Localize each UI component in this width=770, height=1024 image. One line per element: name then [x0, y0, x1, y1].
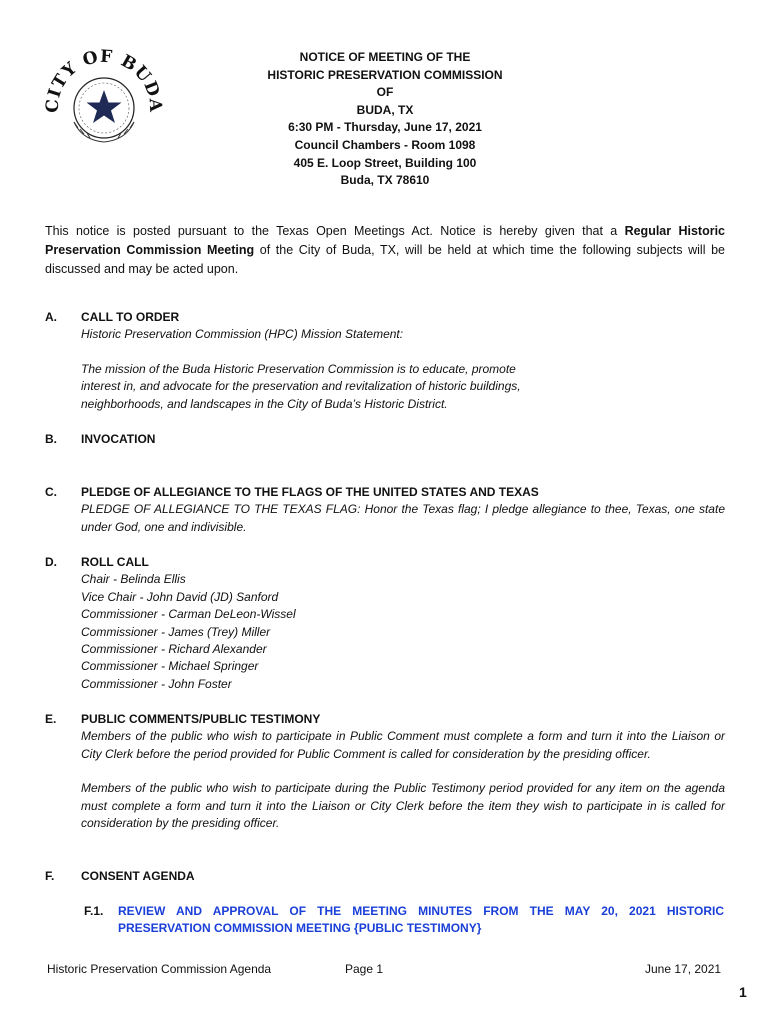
- section-letter: E.: [45, 712, 57, 726]
- section-letter: F.: [45, 869, 55, 883]
- header-line: 6:30 PM - Thursday, June 17, 2021: [288, 120, 482, 135]
- city-seal-logo: [44, 44, 164, 164]
- header-line: BUDA, TX: [356, 102, 414, 117]
- header-line: NOTICE OF MEETING OF THE: [299, 50, 471, 64]
- mission-line: The mission of the Buda Historic Preservation Commission is to educate, promote: [81, 361, 516, 376]
- section-title: CALL TO ORDER: [81, 310, 180, 324]
- roll-call-member: Commissioner - John Foster: [81, 676, 232, 691]
- item-number: F.1.: [84, 904, 104, 918]
- roll-call-member: Commissioner - Michael Springer: [81, 659, 259, 674]
- section-invocation: [45, 431, 725, 448]
- section-title: PLEDGE OF ALLEGIANCE TO THE FLAGS OF THE UNITED STATES AND TEXAS: [81, 485, 539, 499]
- section-letter: C.: [45, 485, 57, 499]
- section-letter: B.: [45, 432, 57, 446]
- consent-item-f1: [84, 903, 724, 938]
- pledge-text: PLEDGE OF ALLEGIANCE TO THE TEXAS FLAG: Honor the Texas flag; I pledge allegiance to thee, Texas, one state under God, one and indivisible.: [81, 502, 725, 534]
- header-line: HISTORIC PRESERVATION COMMISSION: [267, 67, 503, 82]
- footer-title: Historic Preservation Commission Agenda: [47, 962, 272, 976]
- footer-date: June 17, 2021: [645, 962, 722, 976]
- roll-call-member: Commissioner - Richard Alexander: [81, 642, 267, 657]
- page-number: 1: [739, 984, 747, 1000]
- section-consent-agenda: [45, 868, 725, 885]
- section-title: PUBLIC COMMENTS/PUBLIC TESTIMONY: [81, 712, 321, 726]
- section-title: INVOCATION: [81, 432, 156, 446]
- mission-subtitle: Historic Preservation Commission (HPC) Mission Statement:: [81, 327, 404, 342]
- roll-call-member: Commissioner - Carman DeLeon-Wissel: [81, 607, 296, 622]
- footer-page: Page 1: [345, 962, 384, 976]
- mission-line: neighborhoods, and landscapes in the City of Buda’s Historic District.: [81, 396, 448, 411]
- intro-paragraph: This notice is posted pursuant to the Texas Open Meetings Act. Notice is hereby given that a Regular Historic Preservation Commission Meeting of the City of Buda, TX, will be held at which time the following subjects will be discussed and may be acted upon.: [45, 224, 725, 276]
- meeting-type: Regular Historic Preservation Commission Meeting: [45, 224, 725, 257]
- section-public-comments: [45, 711, 725, 832]
- mission-line: interest in, and advocate for the preservation and revitalization of historic buildings,: [81, 379, 521, 394]
- header-line: Council Chambers - Room 1098: [294, 137, 476, 152]
- header-line: 405 E. Loop Street, Building 100: [293, 155, 477, 170]
- roll-call-member: Chair - Belinda Ellis: [81, 572, 186, 587]
- section-roll-call: [45, 554, 725, 693]
- section-letter: D.: [45, 555, 57, 569]
- public-testimony-text: Members of the public who wish to participate during the Public Testimony period provided for any item on the agenda must complete a form and turn it into the Liaison or City Clerk before the item they wish to participate in is called for consideration by the presiding officer.: [81, 781, 725, 831]
- section-title: CONSENT AGENDA: [81, 869, 195, 883]
- header-line: Buda, TX 78610: [340, 173, 430, 188]
- roll-call-member: Vice Chair - John David (JD) Sanford: [81, 589, 279, 604]
- section-title: ROLL CALL: [81, 555, 149, 569]
- roll-call-member: Commissioner - James (Trey) Miller: [81, 624, 271, 639]
- section-call-to-order: [45, 309, 725, 413]
- minutes-approval-link[interactable]: REVIEW AND APPROVAL OF THE MEETING MINUTES FROM THE MAY 20, 2021 HISTORIC PRESERVATION COMMISSION MEETING {PUBLIC TESTIMONY}: [118, 904, 724, 936]
- section-letter: A.: [45, 310, 57, 324]
- section-pledge: [45, 484, 725, 536]
- svg-text:CITY OF BUDA: CITY OF BUDA: [44, 46, 164, 114]
- meeting-header: [240, 49, 530, 190]
- header-line: OF: [376, 85, 394, 100]
- public-comment-text: Members of the public who wish to participate in Public Comment must complete a form and turn it into the Liaison or City Clerk before the period provided for Public Comment is called for consideration by the presiding officer.: [81, 729, 725, 761]
